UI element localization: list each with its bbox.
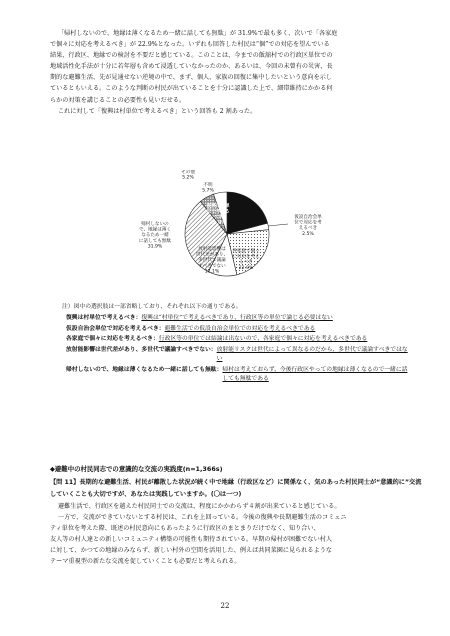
note-definition: 行政区等の単位では結論は出ないので、各家庭で個々に対応を考えるべきである [158,336,368,342]
intro-line: 「帰村しないので、地縁は薄くなるため一緒に話しても無駄」が 31.9%で最も多く、次いで「各家庭 [58,30,338,37]
note-definition: 避難生活での仮設自治会単位での対応を考えるべきである [164,325,316,332]
intro-line: 結果、行政区、地縁での検討を不要だと感じている。このことは、今までの飯舘村での行政区単位での [50,52,333,60]
note-term: 仮設自治会単位で対応を考えるべき： [66,325,165,332]
leader-line [268,224,288,226]
page-number: 22 [220,602,230,610]
section-line: に対して、かつての地縁のみならず、新しい村外の空間を活用した、例えば共同菜園に見られるような [50,547,333,555]
intro-line: で個々に対応を考えるべき」が 22.9%となった。いずれも回答した村民は“個”での対応を望んでいる [50,41,330,49]
intro-line: らかの対策を講じることの必要性も見いだせる。 [50,96,186,104]
note-item [62,335,412,345]
section-line: テーマ重視型の新たな交流を促していくことも必要だと考えられる。 [50,558,241,566]
note-term: 帰村しないので、地縁は薄くなるため一緒に話しても無駄： [66,366,223,373]
note-definition: 帰村は考えておらず、今後行政区やっての地縁は薄くなるので一緒に話しても無駄である [222,366,408,382]
intro-line: 期的な避難生活、先が見通せない逆境の中で、まず、個人、家族の回復に集中したいという意向を示し [50,74,333,82]
slice-label: 放射能影響は世代差があり、多世代で議論すべきでない 11.1% [195,247,229,275]
slice-label: その他 5.2% [181,170,195,181]
section-line: 一方で、交流ができていないとする村民は、これを上回っている。今後の復興や長期避難生活のコミュニ [58,514,347,522]
chart-notes [62,302,412,385]
section-line: ティ単位を考えた際、既述の村民意向にもあったように行政区のまとまりだけでなく、知り合い、 [50,525,320,533]
question-text: 【問 11】長期的な避難生活、村民が離散した状況が続く中で地縁（行政区など）に関係なく、気のあった村民同士が“意識的に”交流していくことも大切ですが、あなたは実践していますか。(〇は一つ) [50,479,422,498]
slice-label: 各家庭で個々に対応を考えるべき 22.9% [232,249,260,271]
notes-intro: 注）図中の選択肢は一部省略しており、それぞれ以下の通りである。 [62,304,242,310]
note-item [62,366,412,385]
pie-chart [100,170,350,298]
section-title: ◆避難中の村民同志での意識的な交流の実践度(n=1,366s) [50,465,223,473]
note-term: 放射能影響は世代差があり、多世代で議論すべきでない： [66,346,217,353]
intro-line: ているともいえる。このような判断の村民が出ていることを十分に認識した上で、細帯維持にかかる何 [50,85,333,93]
note-item [62,346,412,365]
slice-label: 不明 5.7% [202,183,214,194]
section-line: 友人等の村人達との新しいコミュニティ構築の可能性も期待されている。早期の帰村が困難でない村人 [50,536,333,544]
intro-second-paragraph: これに対して「復興は村単位で考えるべき」という回答も 2 割あった。 [58,107,257,115]
note-definition: 復興は“村単位”で考えるべきであり、行政区等の単位で論じる必要はない [141,315,333,321]
note-term: 各家庭で個々に対応を考えるべき： [66,336,159,342]
note-item [62,314,412,324]
slice-label: 帰村しないので、地縁は薄くなるため一緒に話しても無駄 31.9% [138,222,172,250]
intro-line: 地域活性化手法が十分に若年層も含めて浸透していなかったのか、あるいは、今回の未曾有の災害、長 [50,63,333,71]
section-line: 避難生活で、行政区を越えた村民同士での交流は、程度にかかわらず４割が出来ていると感じている。 [58,503,341,510]
slice-label: 仮設自治会単位で対応を考えるべき 2.5% [294,215,322,237]
section-paragraph [50,501,422,568]
slice-label: 復興は村単位で考えるべき 20.9% [206,204,230,226]
note-term: 復興は村単位で考えるべき： [66,315,142,321]
note-item [62,325,412,335]
intro-paragraph [50,28,422,117]
note-definition: 放射能リスクは世代によって異なるのだから、多世代で議論すべきではない [216,346,408,362]
